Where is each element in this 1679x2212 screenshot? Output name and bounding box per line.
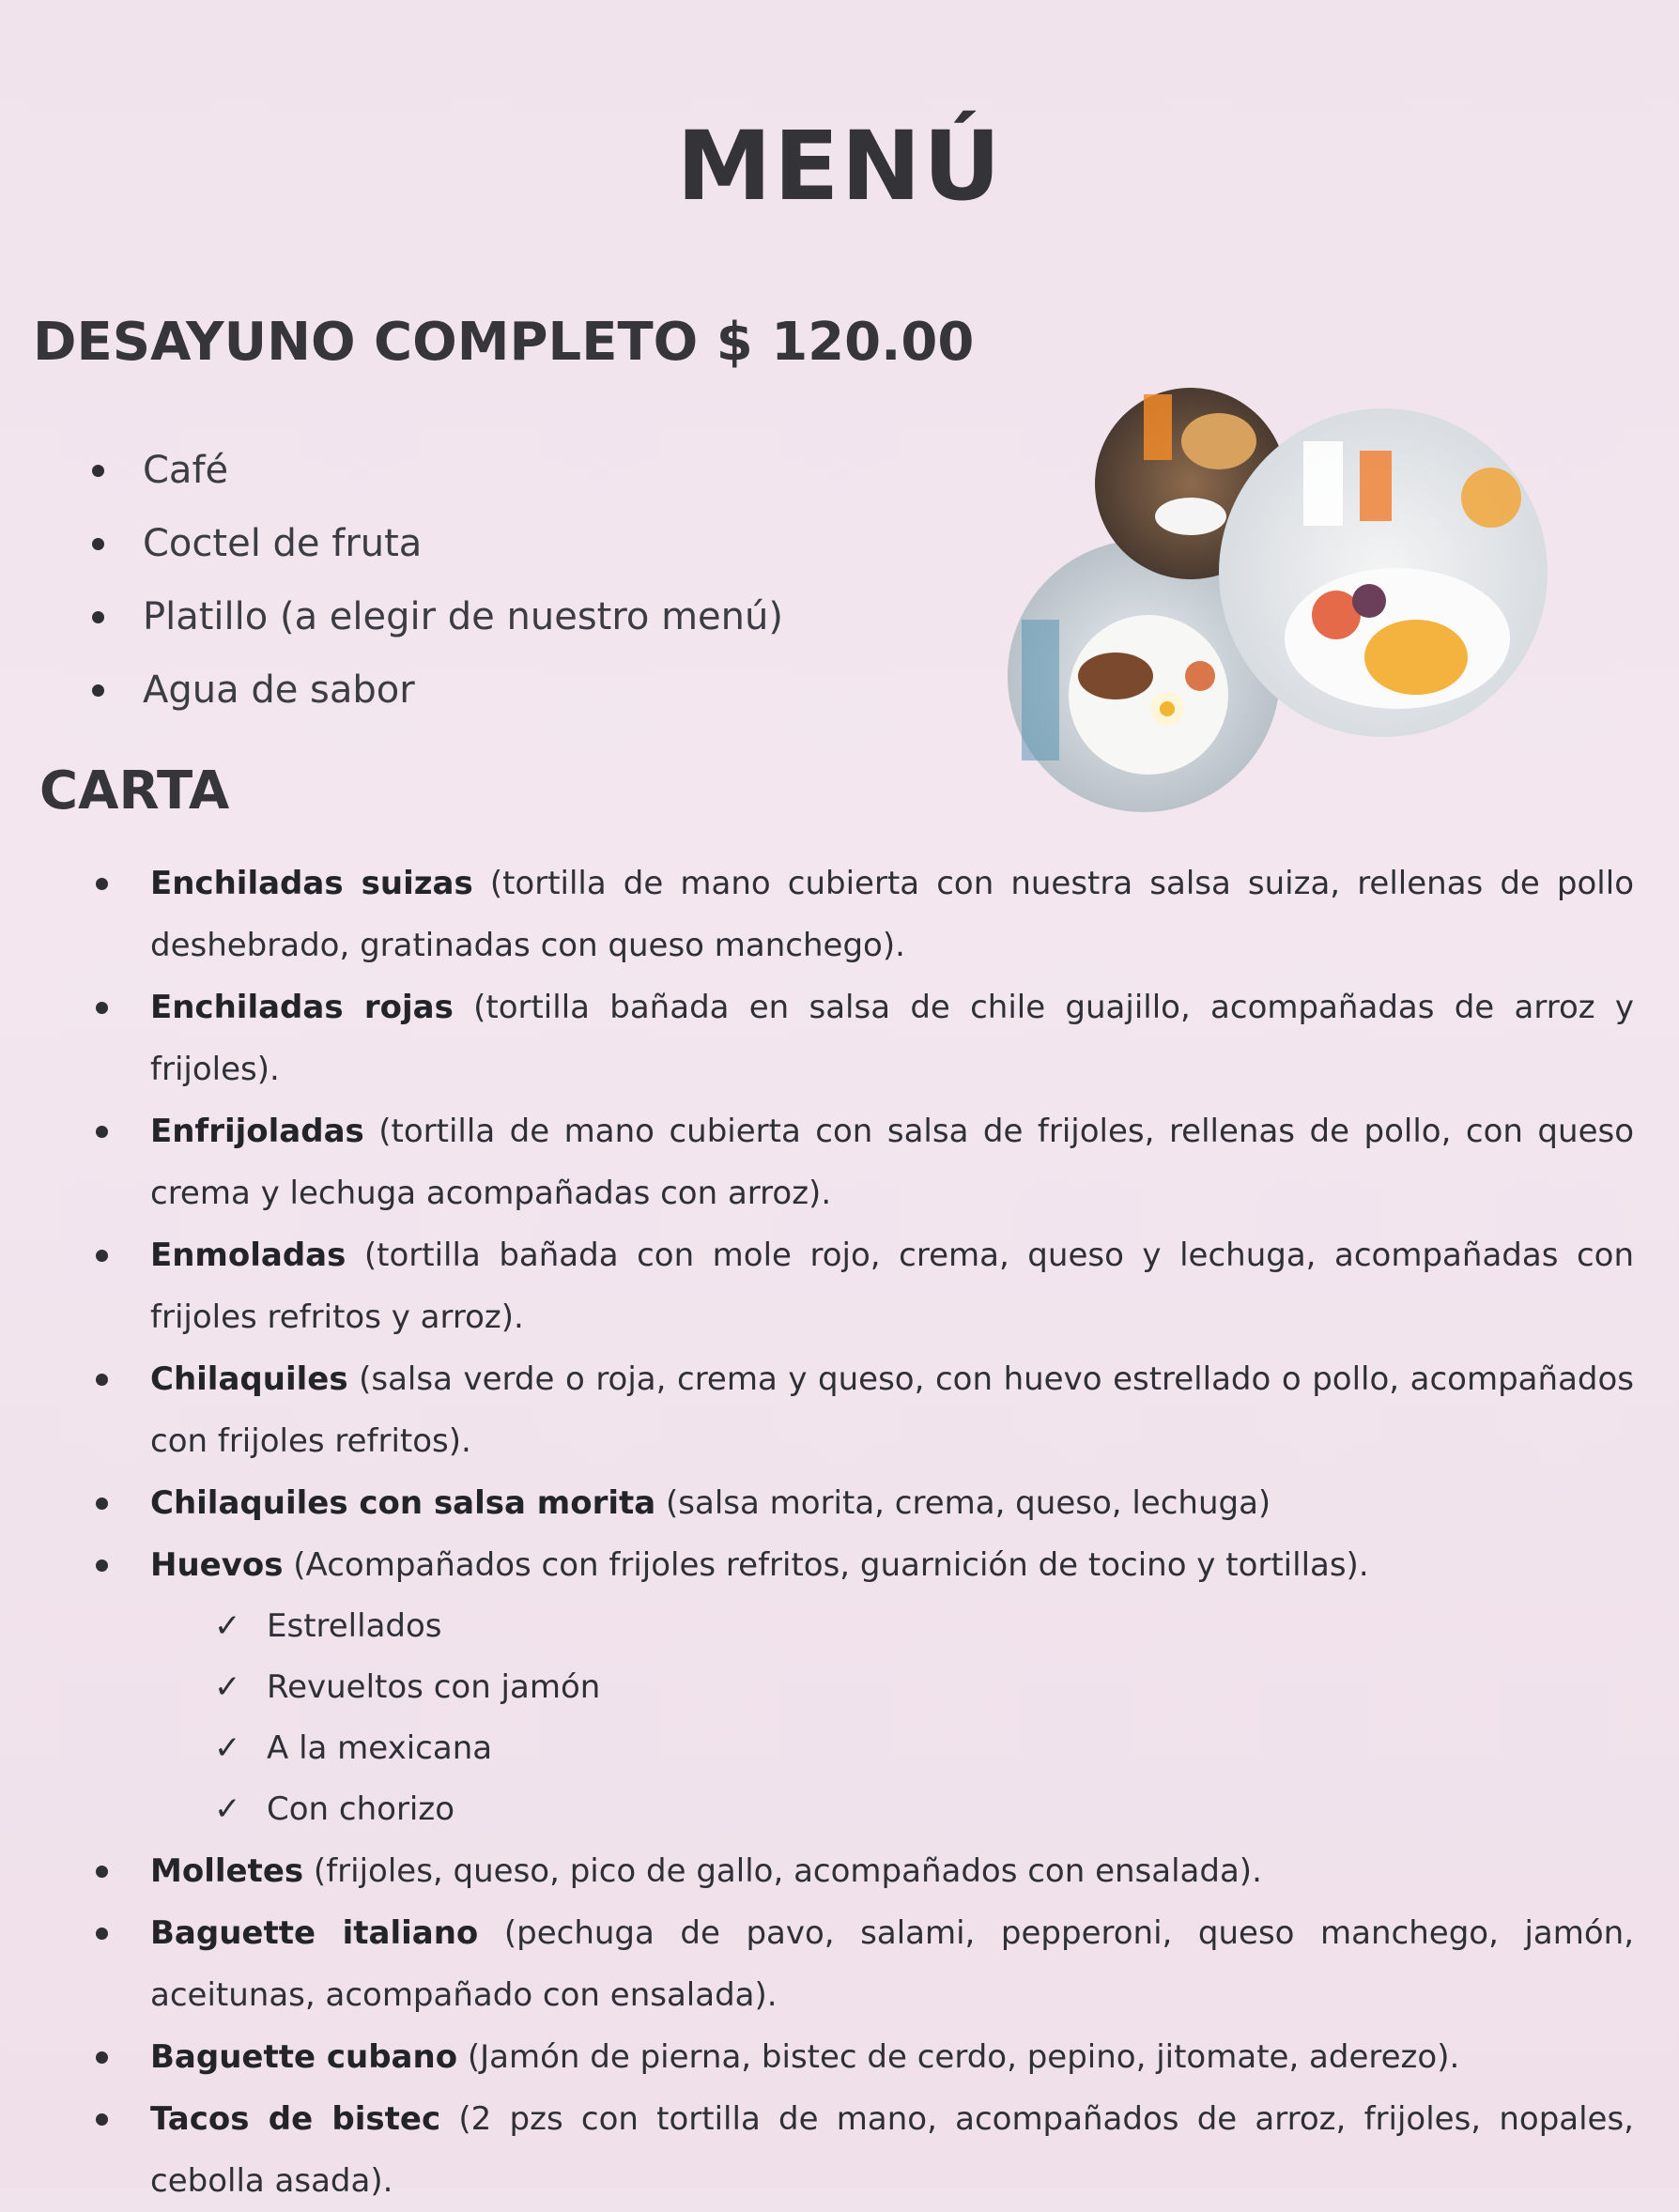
- breakfast-photo-collage: [1003, 376, 1566, 817]
- list-item: Agua de sabor: [90, 653, 783, 727]
- check-icon: ✓: [214, 1607, 241, 1645]
- dish-name: Baguette italiano: [150, 1914, 479, 1952]
- list-item: [94, 1100, 1634, 1224]
- list-item: ✓ Revueltos con jamón: [214, 1657, 1634, 1718]
- list-item: ✓ Estrellados: [214, 1596, 1634, 1657]
- list-item: [94, 1472, 1634, 1534]
- list-item: ✓ Con chorizo: [214, 1779, 1634, 1840]
- list-item: [94, 1902, 1634, 2026]
- carta-list: [94, 853, 1634, 2212]
- dish-description: (salsa verde o roja, crema y queso, con huevo estrellado o pollo, acompañados con frijoles refritos).: [150, 1360, 1634, 1460]
- list-item: ✓ A la mexicana: [214, 1718, 1634, 1779]
- dish-description: (tortilla bañada con mole rojo, crema, queso y lechuga, acompañadas con frijoles refritos y arroz).: [150, 1237, 1634, 1336]
- dish-description: (Acompañados con frijoles refritos, guarnición de tocino y tortillas).: [283, 1546, 1369, 1584]
- dish-name: Chilaquiles: [150, 1360, 348, 1398]
- dish-name: Enchiladas rojas: [150, 989, 454, 1026]
- huevos-options: [94, 1596, 1634, 1840]
- dish-description: (Jamón de pierna, bistec de cerdo, pepino, jitomate, aderezo).: [457, 2038, 1460, 2076]
- dish-description: (salsa morita, crema, queso, lechuga): [655, 1484, 1271, 1522]
- list-item: [94, 1348, 1634, 1472]
- dish-name: Tacos de bistec: [150, 2100, 441, 2138]
- dish-description: (tortilla de mano cubierta con salsa de frijoles, rellenas de pollo, con queso crema y lechuga acompañadas con arroz).: [150, 1113, 1634, 1212]
- menu-title: MENÚ: [676, 111, 1003, 223]
- dish-name: Huevos: [150, 1546, 284, 1584]
- dish-description: (pechuga de pavo, salami, pepperoni, queso manchego, jamón, aceitunas, acompañado con ensalada).: [150, 1914, 1635, 2014]
- carta-heading: CARTA: [39, 760, 230, 822]
- list-item: Platillo (a elegir de nuestro menú): [90, 580, 783, 653]
- dish-description: (tortilla bañada en salsa de chile guajillo, acompañadas de arroz y frijoles).: [150, 989, 1634, 1088]
- list-item: [94, 2026, 1634, 2088]
- list-item: [94, 1224, 1634, 1348]
- list-item: [94, 1534, 1634, 1596]
- list-item: [94, 1840, 1634, 1902]
- dish-description: (frijoles, queso, pico de gallo, acompañados con ensalada).: [303, 1852, 1262, 1890]
- dish-name: Baguette cubano: [150, 2038, 458, 2076]
- check-icon: ✓: [214, 1790, 241, 1828]
- list-item: [94, 853, 1634, 976]
- dish-name: Molletes: [150, 1852, 304, 1890]
- dish-description: (2 pzs con tortilla de mano, acompañados de arroz, frijoles, nopales, cebolla asada).: [150, 2100, 1634, 2200]
- check-icon: ✓: [214, 1668, 241, 1706]
- list-item: [94, 2088, 1634, 2212]
- list-item: Coctel de fruta: [90, 507, 783, 580]
- dish-name: Enmoladas: [150, 1237, 347, 1274]
- desayuno-list: [90, 434, 783, 727]
- dish-description: (tortilla de mano cubierta con nuestra salsa suiza, rellenas de pollo deshebrado, gratinadas con queso manchego).: [150, 865, 1634, 964]
- desayuno-heading: DESAYUNO COMPLETO $ 120.00: [33, 312, 975, 373]
- dish-name: Enfrijoladas: [150, 1113, 364, 1150]
- list-item: [94, 976, 1634, 1100]
- check-icon: ✓: [214, 1729, 241, 1767]
- dish-name: Chilaquiles con salsa morita: [150, 1484, 656, 1522]
- dish-name: Enchiladas suizas: [150, 865, 473, 902]
- list-item: Café: [90, 434, 783, 507]
